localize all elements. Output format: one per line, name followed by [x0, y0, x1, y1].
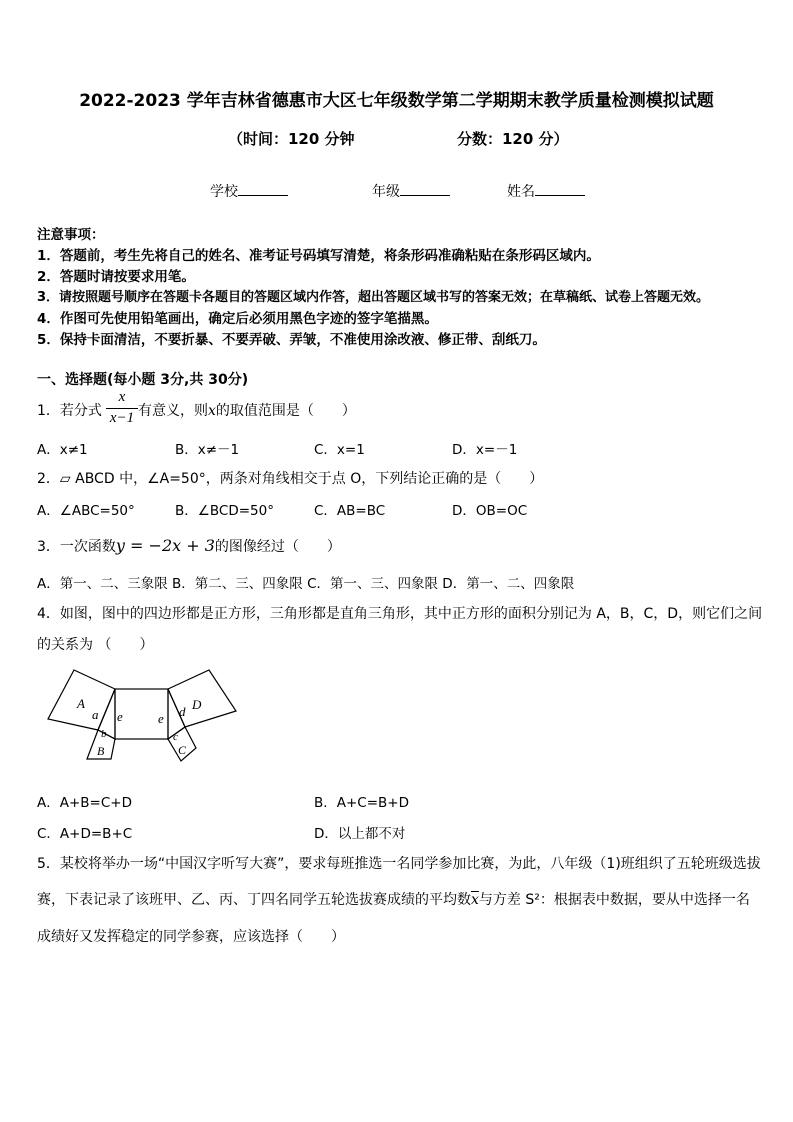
- q1-fraction-bar: [106, 408, 138, 409]
- q4-option-c: C．A+D=B+C: [37, 826, 133, 842]
- label-b: b: [101, 728, 107, 740]
- q5-line1: 5．某校将举办一场“中国汉字听写大赛”，要求每班推选一名同学参加比赛，为此，八年级（1)班组织了五轮班级选拔: [37, 856, 761, 872]
- label-a: a: [92, 707, 99, 722]
- q4-option-b: B．A+C=B+D: [314, 795, 410, 811]
- label-e-right: e: [158, 711, 164, 726]
- grade-blank: [400, 183, 450, 196]
- note-item: 5．保持卡面清洁，不要折暴、不要弄破、弄皱，不准使用涂改液、修正带、刮纸刀。: [37, 332, 546, 348]
- q4-stem-line2: 的关系为 （ ）: [37, 637, 154, 653]
- section-heading: 一、选择题(每小题 3分,共 30分): [37, 372, 249, 388]
- q4-option-a: A．A+B=C+D: [37, 795, 132, 811]
- label-C: C: [178, 743, 187, 757]
- q3-options: A．第一、二、三象限 B．第二、三、四象限 C．第一、三、四象限 D．第一、二、四象限: [37, 576, 575, 592]
- name-field: [507, 181, 585, 201]
- school-field: [210, 181, 288, 201]
- q1-fraction-denominator: x−1: [109, 410, 135, 426]
- label-d: d: [179, 704, 186, 719]
- exam-time: （时间：120 分钟: [228, 130, 355, 148]
- q4-squares-figure: [44, 663, 244, 767]
- q5-mean-symbol: $\overline{x}$: [471, 892, 479, 908]
- note-item: 4．作图可先使用铅笔画出，确定后必须用黑色字迹的签字笔描黑。: [37, 311, 438, 327]
- name-blank: [535, 183, 585, 196]
- q1-fraction-numerator: x: [118, 389, 126, 405]
- q3-prefix: 3．一次函数: [37, 539, 116, 555]
- q1-option-a: A．x≠1: [37, 442, 88, 458]
- q2-stem: 2．▱ ABCD 中，∠A=50°，两条对角线相交于点 O，下列结论正确的是（ ）: [37, 471, 544, 487]
- name-label: 姓名: [507, 184, 535, 200]
- note-item: 2．答题时请按要求用笔。: [37, 269, 195, 285]
- school-blank: [238, 183, 288, 196]
- note-item: 3．请按照题号顺序在答题卡各题目的答题区域内作答，超出答题区域书写的答案无效；在草稿纸、试卷上答题无效。: [37, 290, 710, 305]
- q1-prefix: 1．若分式: [37, 403, 102, 419]
- q2-option-b: B．∠BCD=50°: [175, 503, 274, 519]
- q5-line3: 成绩好又发挥稳定的同学参赛，应该选择（ ）: [37, 929, 345, 945]
- q1-var: x: [208, 403, 216, 419]
- q5-line2-b: 与方差 S²：根据表中数据，要从中选择一名: [478, 892, 750, 908]
- notes-heading: 注意事项：: [37, 227, 105, 243]
- q1-suffix-a: 有意义，则: [138, 403, 208, 419]
- q5-line2-a: 赛，下表记录了该班甲、乙、丙、丁四名同学五轮选拔赛成绩的平均数: [37, 892, 471, 908]
- label-e-left: e: [117, 709, 123, 724]
- label-D: D: [192, 697, 202, 712]
- q3-suffix: 的图像经过（ ）: [214, 539, 341, 555]
- q2-option-a: A．∠ABC=50°: [37, 503, 135, 519]
- school-label: 学校: [210, 184, 238, 200]
- q1-option-b: B．x≠－1: [175, 442, 240, 458]
- grade-field: [372, 181, 450, 201]
- q3-formula: y = −2x + 3: [115, 536, 215, 555]
- label-A: A: [77, 696, 85, 711]
- q1-option-d: D．x=－1: [452, 442, 518, 458]
- q1-option-c: C．x=1: [314, 442, 365, 458]
- note-item: 1．答题前，考生先将自己的姓名、准考证号码填写清楚，将条形码准确粘贴在条形码区域内。: [37, 248, 600, 264]
- q2-option-c: C．AB=BC: [314, 503, 386, 519]
- label-B: B: [97, 744, 105, 758]
- q3-stem: [37, 536, 341, 556]
- q1-stem: [138, 400, 356, 420]
- grade-label: 年级: [372, 184, 400, 200]
- exam-score: 分数：120 分）: [457, 130, 569, 148]
- q4-stem-line1: 4．如图，图中的四边形都是正方形，三角形都是直角三角形，其中正方形的面积分别记为 A，B，C，D，则它们之间: [37, 606, 763, 622]
- q2-option-d: D．OB=OC: [452, 503, 528, 519]
- q1-suffix-b: 的取值范围是（ ）: [215, 403, 356, 419]
- page-title: 2022-2023 学年吉林省德惠市大区七年级数学第二学期期末教学质量检测模拟试题: [79, 91, 714, 111]
- q4-option-d: D．以上都不对: [314, 826, 406, 842]
- label-c: c: [173, 731, 178, 743]
- q5-line2: [37, 889, 750, 909]
